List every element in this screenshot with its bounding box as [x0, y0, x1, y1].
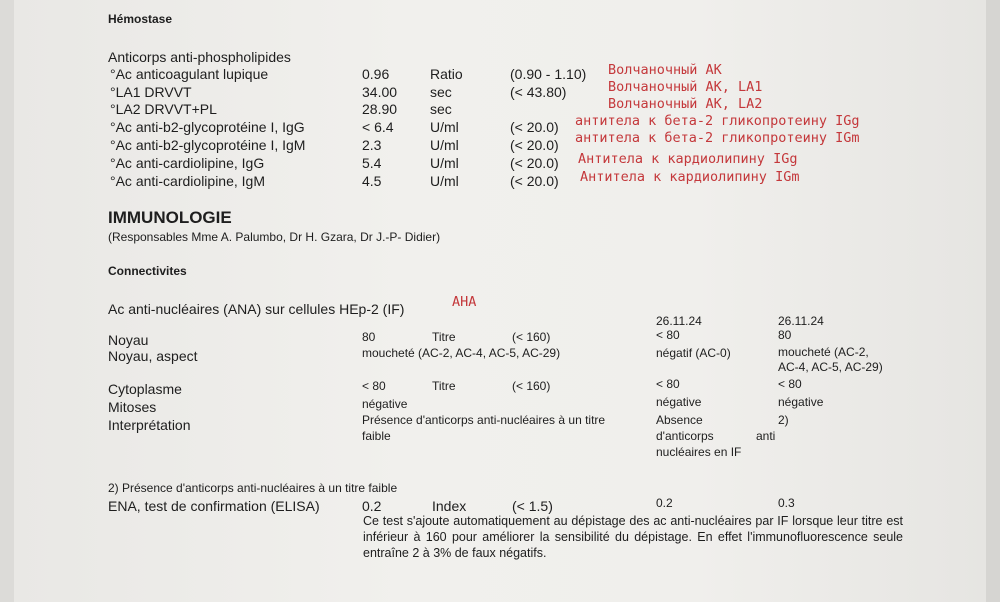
- noyau-range: (< 160): [512, 330, 551, 344]
- interpretation-history-1: Absence: [656, 413, 703, 427]
- test-name: °Ac anti-cardiolipine, IgG: [110, 155, 265, 171]
- mitoses-value: négative: [362, 397, 408, 411]
- handwritten-note: Волчаночный АК, LA2: [608, 96, 763, 112]
- cytoplasme-unit: Titre: [432, 379, 456, 393]
- test-range: (0.90 - 1.10): [510, 66, 587, 82]
- ena-value: 0.2: [362, 498, 382, 514]
- test-value: < 6.4: [362, 119, 394, 135]
- test-value: 5.4: [362, 155, 382, 171]
- handwritten-note: Волчаночный АК: [608, 62, 722, 78]
- interpretation-history-1-cont-b: anti: [756, 429, 776, 443]
- section-title-immunologie: IMMUNOLOGIE: [108, 208, 232, 227]
- test-value: 2.3: [362, 137, 382, 153]
- noyau-unit: Titre: [432, 330, 456, 344]
- test-range: (< 20.0): [510, 119, 559, 135]
- test-unit: U/ml: [430, 119, 459, 135]
- subsection-title-antiphospholipides: Anticorps anti-phospholipides: [108, 49, 291, 65]
- ena-history-1: 0.2: [656, 496, 673, 510]
- test-range: (< 20.0): [510, 137, 559, 153]
- test-value: 34.00: [362, 84, 398, 100]
- cytoplasme-label: Cytoplasme: [108, 381, 182, 397]
- ana-title: Ac anti-nucléaires (ANA) sur cellules HEp-2 (IF): [108, 301, 405, 317]
- ena-label: ENA, test de confirmation (ELISA): [108, 498, 320, 514]
- handwritten-note-aha: AHA: [452, 294, 477, 310]
- cytoplasme-value: < 80: [362, 379, 386, 393]
- handwritten-note: Волчаночный АК, LA1: [608, 79, 763, 95]
- test-name: °LA2 DRVVT+PL: [110, 101, 217, 117]
- interpretation-value: Présence d'anticorps anti-nucléaires à un titre: [362, 413, 606, 427]
- test-range: (< 43.80): [510, 84, 567, 100]
- test-value: 4.5: [362, 173, 382, 189]
- test-name: °Ac anti-cardiolipine, IgM: [110, 173, 265, 189]
- section-title-hemostase: Hémostase: [108, 12, 173, 26]
- noyau-history-1: < 80: [656, 328, 680, 342]
- test-unit: sec: [430, 84, 452, 100]
- page-edge-right: [986, 0, 1000, 602]
- test-unit: Ratio: [430, 66, 463, 82]
- test-unit: U/ml: [430, 173, 459, 189]
- interpretation-history-1-cont: d'anticorps: [656, 429, 714, 443]
- cytoplasme-history-1: < 80: [656, 377, 680, 391]
- test-unit: U/ml: [430, 137, 459, 153]
- history-date-2: 26.11.24: [778, 314, 824, 328]
- handwritten-note: Антитела к кардиолипину IGg: [578, 151, 798, 167]
- noyau-aspect-history-2: moucheté (AC-2,: [778, 345, 869, 359]
- ena-unit: Index: [432, 498, 467, 514]
- interpretation-value-cont: faible: [362, 429, 391, 443]
- test-unit: U/ml: [430, 155, 459, 171]
- test-value: 0.96: [362, 66, 390, 82]
- noyau-label: Noyau: [108, 332, 149, 348]
- mitoses-label: Mitoses: [108, 399, 157, 415]
- ena-comment: Ce test s'ajoute automatiquement au dépistage des ac anti-nucléaires par IF lorsque leur titre est inférieur à 160 pour améliorer la sensibilité du dépistage. En effet l'immunofluorescence seule entraîne 2 à 3% de faux négatifs.: [363, 514, 903, 560]
- test-range: (< 20.0): [510, 173, 559, 189]
- test-range: (< 20.0): [510, 155, 559, 171]
- history-date-1: 26.11.24: [656, 314, 702, 328]
- test-name: °Ac anticoagulant lupique: [110, 66, 269, 82]
- responsables: (Responsables Mme A. Palumbo, Dr H. Gzara, Dr J.-P- Didier): [108, 230, 441, 244]
- ena-history-2: 0.3: [778, 496, 795, 510]
- handwritten-note: антитела к бета-2 гликопротеину IGg: [575, 113, 860, 129]
- noyau-aspect-history-2-cont: AC-4, AC-5, AC-29): [778, 360, 883, 374]
- page-edge-left: [0, 0, 14, 602]
- noyau-aspect-history-1: négatif (AC-0): [656, 346, 731, 360]
- interpretation-history-2: 2): [778, 413, 789, 427]
- noyau-aspect-value: moucheté (AC-2, AC-4, AC-5, AC-29): [362, 346, 561, 360]
- test-value: 28.90: [362, 101, 398, 117]
- noyau-history-2: 80: [778, 328, 792, 342]
- interpretation-label: Interprétation: [108, 417, 191, 433]
- mitoses-history-1: négative: [656, 395, 702, 409]
- cytoplasme-history-2: < 80: [778, 377, 802, 391]
- handwritten-note: Антитела к кардиолипину IGm: [580, 169, 800, 185]
- footnote: 2) Présence d'anticorps anti-nucléaires à un titre faible: [108, 481, 398, 495]
- interpretation-history-1-cont-2: nucléaires en IF: [656, 445, 742, 459]
- test-unit: sec: [430, 101, 452, 117]
- noyau-value: 80: [362, 330, 376, 344]
- handwritten-note: антитела к бета-2 гликопротеину IGm: [575, 130, 860, 146]
- test-name: °Ac anti-b2-glycoprotéine I, IgG: [110, 119, 305, 135]
- section-title-connectivites: Connectivites: [108, 264, 187, 278]
- test-name: °Ac anti-b2-glycoprotéine I, IgM: [110, 137, 306, 153]
- cytoplasme-range: (< 160): [512, 379, 551, 393]
- ena-range: (< 1.5): [512, 498, 553, 514]
- noyau-aspect-label: Noyau, aspect: [108, 348, 198, 364]
- test-name: °LA1 DRVVT: [110, 84, 192, 100]
- mitoses-history-2: négative: [778, 395, 824, 409]
